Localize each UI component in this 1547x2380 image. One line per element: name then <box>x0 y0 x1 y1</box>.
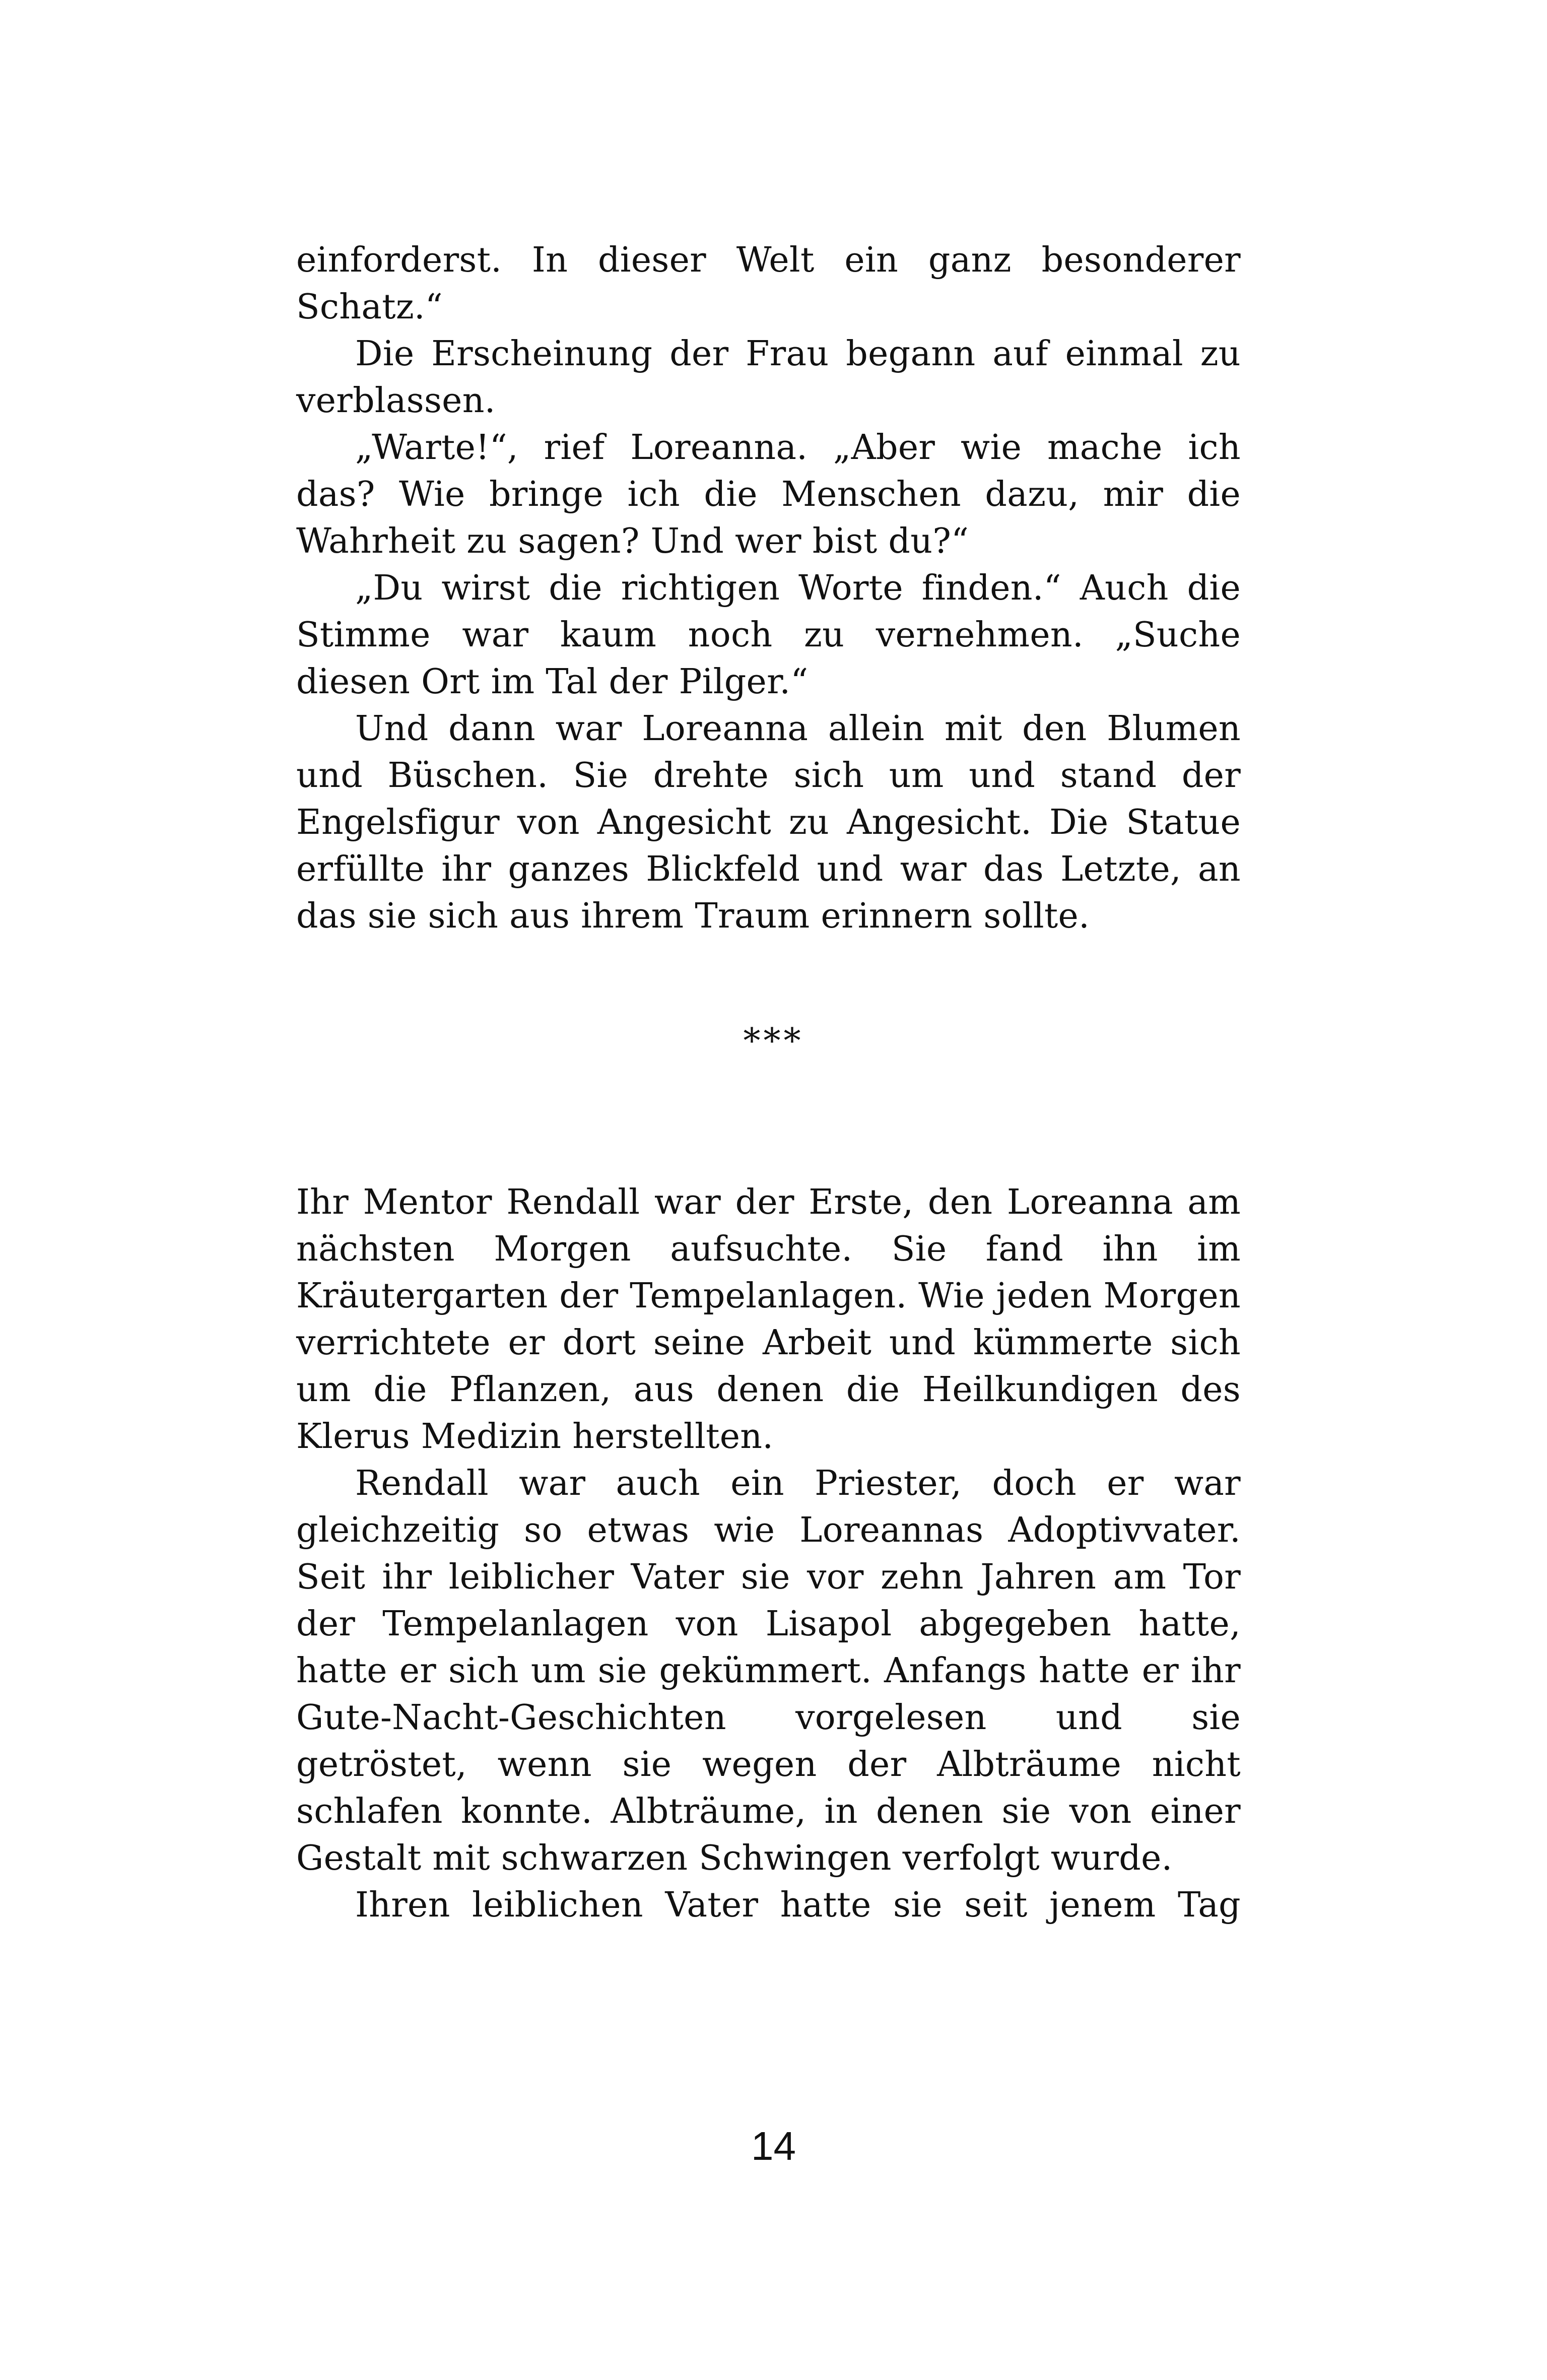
section-one-text <box>296 237 1241 940</box>
section-separator: *** <box>743 1021 804 1061</box>
paragraph: Die Erscheinung der Frau begann auf einmal zu verblassen. <box>296 334 1241 421</box>
paragraph: Und dann war Loreanna allein mit den Blumen und Büschen. Sie drehte sich um und stand der Engelsfigur von Angesicht zu Angesicht. Die Statue erfüllte ihr ganzes Blickfeld und war das Letzte, an das sie sich aus ihrem Traum erinnern sollte. <box>296 709 1241 936</box>
paragraph-continuation: einforderst. In dieser Welt ein ganz besonderer Schatz.“ <box>296 240 1241 327</box>
paragraph: Ihren leiblichen Vater hatte sie seit jenem Tag <box>355 1885 1241 1925</box>
paragraph: „Du wirst die richtigen Worte finden.“ Auch die Stimme war kaum noch zu vernehmen. „Suche diesen Ort im Tal der Pilger.“ <box>296 568 1241 702</box>
page-number: 14 <box>751 2124 796 2168</box>
paragraph-first: Ihr Mentor Rendall war der Erste, den Loreanna am nächsten Morgen aufsuchte. Sie fand ihn im Kräutergarten der Tempelanlagen. Wie jeden Morgen verrichtete er dort seine Arbeit und kümmerte sich um die Pflanzen, aus denen die Heilkundigen des Klerus Medizin herstellten. <box>296 1182 1241 1457</box>
section-two-text <box>296 1179 1241 1929</box>
paragraph: Rendall war auch ein Priester, doch er war gleichzeitig so etwas wie Loreannas Adoptivvater. Seit ihr leiblicher Vater sie vor zehn Jahren am Tor der Tempelanlagen von Lisapol abgegeben hatte, hatte er sich um sie gekümmert. Anfangs hatte er ihr Gute-Nacht-Geschichten vorgelesen und sie getröstet, wenn sie wegen der Albträume nicht schlafen konnte. Albträume, in denen sie von einer Gestalt mit schwarzen Schwingen verfolgt wurde. <box>296 1464 1241 1878</box>
paragraph: „Warte!“, rief Loreanna. „Aber wie mache ich das? Wie bringe ich die Menschen dazu, mir die Wahrheit zu sagen? Und wer bist du?“ <box>296 428 1241 561</box>
